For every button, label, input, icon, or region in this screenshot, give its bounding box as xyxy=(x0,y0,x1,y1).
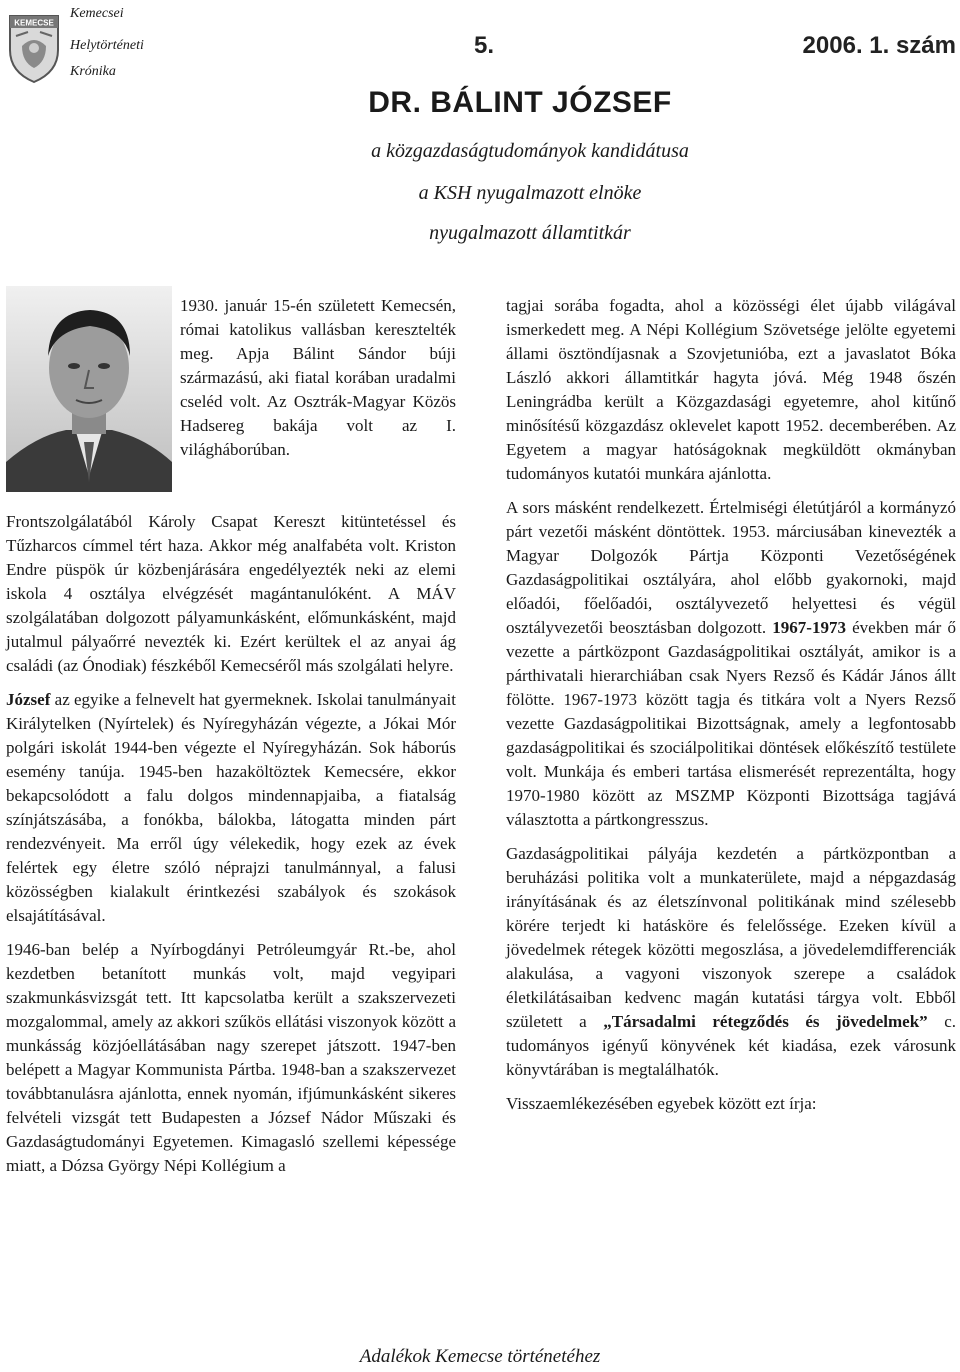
left-paragraph-3: 1946-ban belép a Nyírbogdányi Petróleumgyár Rt.-be, ahol kezdetben betanított munkás volt, majd vegyipari szakmunkásvizsgát tett. Itt kapcsolatba került a szakszervezeti mozgalommal, amely az akkori szűkös ellátási viszonyok között a munkásság közjóellátásában nagy szerepet játszott. 1947-ben belépett a Magyar Kommunista Pártba. 1948-ban a szakszervezet továbbtanulásra ajánlotta, ennek nyomán, ifjúmunkásként sikeres felvételi vizsgát tett Budapesten a József Nádor Műszaki és Gazdaságtudományi Egyetemen. Kimagasló szellemi képessége miatt, a Dózsa György Népi Kollégium a xyxy=(6,940,456,1175)
left-paragraph-1: Frontszolgálatából Károly Csapat Kereszt kitüntetéssel és Tűzharcos címmel tért haza. Akkor még analfabéta volt. Kriston Endre püspök úr közbenjárására engedélyezték neki az elemi iskola 4 osztálya elvégzését magántanulóként. A MÁV szolgálatában dolgozott pályamunkásként, előmunkásként, majd jutalmul pályaőrré nevezték ki. Ezért kerültek el az anyai ág családi (az Ónodiak) fészkéből Kemecséről más szolgálati helyre. xyxy=(6,512,456,675)
logo-text: KEMECSE xyxy=(14,18,54,28)
right-paragraph-1: tagjai sorába fogadta, ahol a közösségi élet újabb világával ismerkedett meg. A Népi Kollégium Szövetsége jelölte egyetemi állami ösztöndíjasnak a Szovjetunióba, ezt a javaslatot Bóka László akkori államtitkár hagyta jóvá. Még 1948 őszén Leningrádba került a Közgazdasági egyetemre, ahol kitűnő minősítésű közgazdász oklevelet kapott 1952. decemberében. Az Egyetem a magyar hatóságoknak megküldött okmányban tudományos kutatói munkára ajánlotta. xyxy=(506,296,956,483)
intro-birth-text: 1930. január 15-én született Kemecsén, xyxy=(180,296,456,315)
right-paragraph-3-book-title: „Társadalmi rétegződés és jövedelmek” xyxy=(603,1012,928,1031)
right-paragraph-2-years: 1967-1973 xyxy=(772,618,846,637)
right-paragraph-3-c: c. tudományos igényű könyvének két kiadása, ezek városunk könyvtárában is megtalálhatók. xyxy=(506,1012,956,1079)
right-column xyxy=(506,294,956,1126)
left-paragraph-2-name: József xyxy=(6,690,51,709)
portrait-photo xyxy=(6,286,172,492)
right-paragraph-2-a: A sors másként rendelkezett. Értelmiségi életútjáról a kormányzó párt vezetői másként döntöttek. 1953. márciusában kinevezték a Magyar Dolgozók Pártja Központi Vezetőségének Gazdaságpolitikai osztályára, ahol előbb gyakornoki, majd előadói, főelőadói, osztályvezető helyettesi és végül osztályvezetői beosztásban dolgozott. xyxy=(506,498,956,637)
intro-text-1: római katolikus vallásban keresztelték meg. xyxy=(180,320,456,363)
kemecse-crest-icon xyxy=(6,6,62,84)
left-column xyxy=(6,510,456,1188)
journal-name-line-1: Kemecsei xyxy=(70,6,124,21)
subtitle-line-1: a közgazdaságtudományok kandidátusa xyxy=(371,140,689,162)
subtitle-line-2: a KSH nyugalmazott elnöke xyxy=(418,182,642,204)
page-footer: Adalékok Kemecse történetéhez xyxy=(359,1346,601,1367)
issue-number: 5. xyxy=(474,32,495,59)
left-paragraph-2-text: az egyike a felnevelt hat gyermeknek. Iskolai tanulmányait Királytelken (Nyírtelek) és Nyíregyházán végezte, a Jókai Mór polgári iskolát 1944-ben végezte el Nyíregyházán. Sok háborús esemény tanúja. 1945-ben hazaköltöztek Kemecsére, ekkor bekapcsolódott a falu dolgos mindennapjaiba, a fiatalság színjátszásába, a fonókba, bálokba, látogatta minden párt rendezvényeit. Ma erről úgy vélekedik, hogy ezek az évek felértek egy életre szóló néprajzi tanulmánnyal, a falusi közösségben kialakult érintkezési szabályok és szokások elsajátításával. xyxy=(6,690,456,925)
right-paragraph-3 xyxy=(506,842,956,1082)
intro-paragraph xyxy=(180,294,456,472)
right-paragraph-3-a: Gazdaságpolitikai pályája kezdetén a pártközpontban a beruházási politika volt a munkaterülete, majd a népgazdaság irányításának és az életszínvonal politikának mind szélesebb körére terjedt ki hatásköre és felelőssége. Ezeken kívül a jövedelmek rétegek közötti megoszlása, a jövedelemdifferenciák alakulása, a vagyoni viszonyok szerepe a családok életkilátásaiban kedvenc magán kutatási tárgya volt. Ebből született a xyxy=(506,844,956,1031)
page-title: DR. BÁLINT JÓZSEF xyxy=(368,86,672,119)
issue-date: 2006. 1. szám xyxy=(802,32,956,59)
right-paragraph-2 xyxy=(506,496,956,832)
intro-text-2: búji származású, aki fiatal korában uradalmi cseléd volt. Az Osztrák-Magyar Közös Hadsereg bakája volt az I. világháborúban. xyxy=(180,344,456,459)
journal-name-line-3: Krónika xyxy=(70,64,116,79)
subtitle-line-3: nyugalmazott államtitkár xyxy=(429,222,631,244)
left-paragraph-2 xyxy=(6,688,456,928)
right-paragraph-4: Visszaemlékezésében egyebek között ezt írja: xyxy=(506,1094,817,1113)
journal-name-line-2: Helytörténeti xyxy=(70,38,144,53)
intro-father-name: Apja Bálint Sándor xyxy=(236,344,406,363)
right-paragraph-2-c: években már ő vezette a pártközpont Gazdaságpolitikai osztályát, amikor is a párthivatali hierarchiában csak Nyers Rezső és Kádár János állt fölötte. 1967-1973 között tagja és titkára volt a Nyers Rezső vezette Gazdaságpolitikai Bizottságnak, amely a legfontosabb gazdaságpolitikai és szociálpolitikai döntések előkészítő testülete volt. Munkája és emberi tartása elismerését reprezentálta, hogy 1970-1980 között az MSZMP Központi Bizottsága tagjává választotta a pártkongresszus. xyxy=(506,618,956,829)
